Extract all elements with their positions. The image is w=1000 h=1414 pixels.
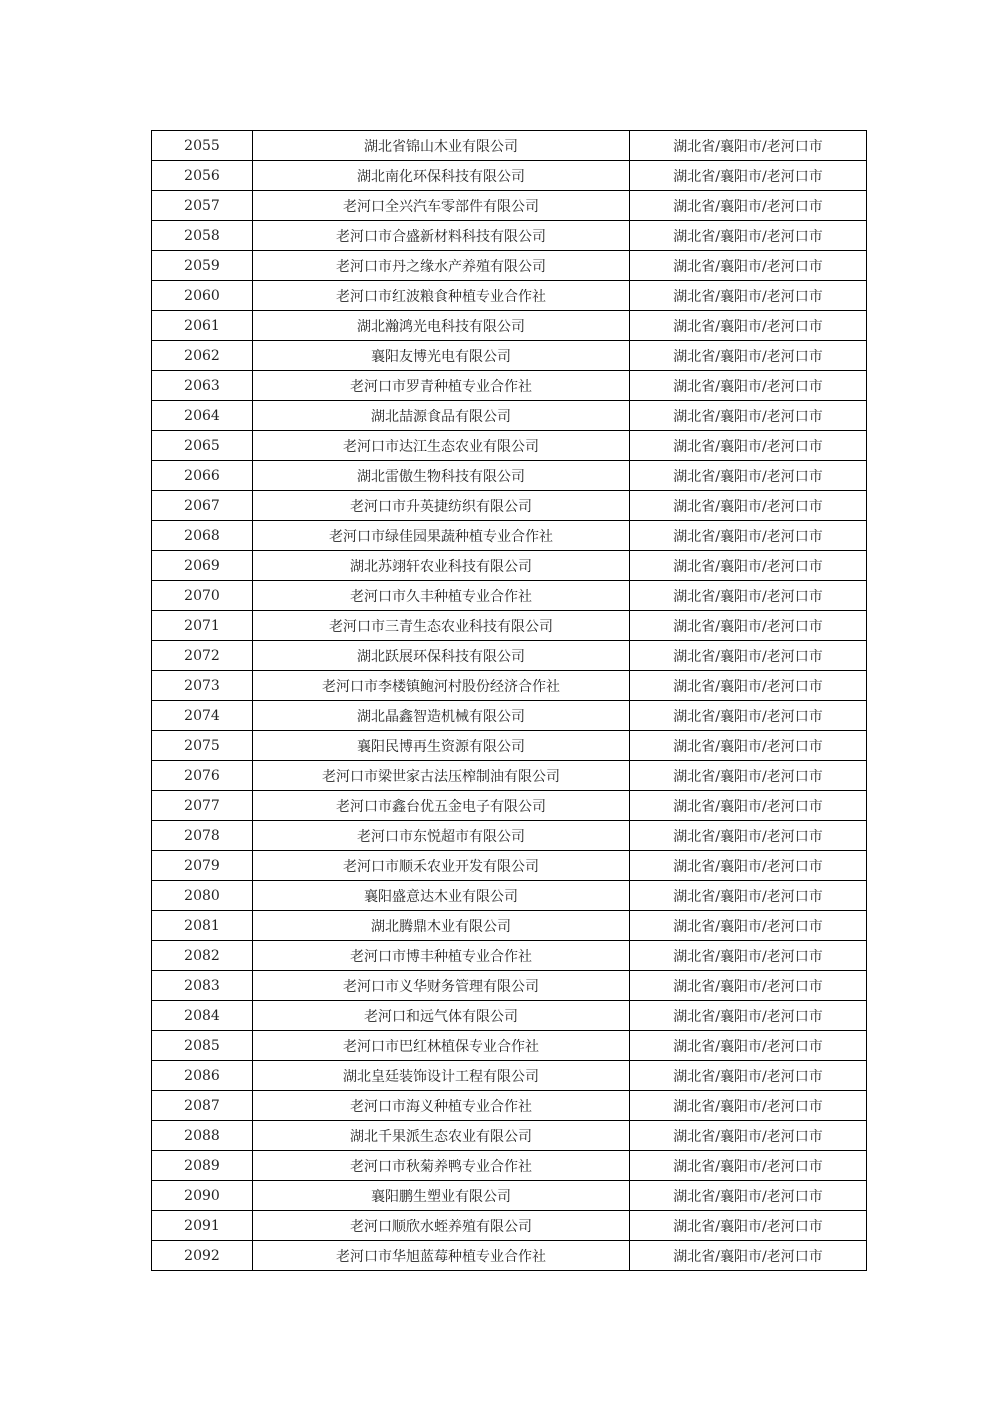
company-name-cell: 老河口全兴汽车零部件有限公司: [253, 191, 630, 221]
region-cell: 湖北省/襄阳市/老河口市: [630, 611, 867, 641]
row-number-cell: 2080: [152, 881, 253, 911]
table-row: [152, 311, 867, 341]
region-cell: 湖北省/襄阳市/老河口市: [630, 671, 867, 701]
company-name-cell: 湖北腾鼎木业有限公司: [253, 911, 630, 941]
region-cell: 湖北省/襄阳市/老河口市: [630, 131, 867, 161]
table-row: [152, 1031, 867, 1061]
region-cell: 湖北省/襄阳市/老河口市: [630, 581, 867, 611]
table-row: [152, 1241, 867, 1271]
row-number-cell: 2076: [152, 761, 253, 791]
row-number-cell: 2055: [152, 131, 253, 161]
row-number-cell: 2082: [152, 941, 253, 971]
region-cell: 湖北省/襄阳市/老河口市: [630, 431, 867, 461]
table-row: [152, 131, 867, 161]
region-cell: 湖北省/襄阳市/老河口市: [630, 161, 867, 191]
company-name-cell: 老河口市红波粮食种植专业合作社: [253, 281, 630, 311]
region-cell: 湖北省/襄阳市/老河口市: [630, 1031, 867, 1061]
table-row: [152, 401, 867, 431]
row-number-cell: 2077: [152, 791, 253, 821]
table-row: [152, 1061, 867, 1091]
table-row: [152, 281, 867, 311]
company-name-cell: 湖北瀚鸿光电科技有限公司: [253, 311, 630, 341]
row-number-cell: 2065: [152, 431, 253, 461]
company-name-cell: 襄阳民博再生资源有限公司: [253, 731, 630, 761]
region-cell: 湖北省/襄阳市/老河口市: [630, 551, 867, 581]
region-cell: 湖北省/襄阳市/老河口市: [630, 521, 867, 551]
region-cell: 湖北省/襄阳市/老河口市: [630, 941, 867, 971]
table-row: [152, 1211, 867, 1241]
table-body: [152, 131, 867, 1271]
table-row: [152, 971, 867, 1001]
row-number-cell: 2074: [152, 701, 253, 731]
region-cell: 湖北省/襄阳市/老河口市: [630, 1061, 867, 1091]
table-row: [152, 641, 867, 671]
row-number-cell: 2059: [152, 251, 253, 281]
region-cell: 湖北省/襄阳市/老河口市: [630, 1181, 867, 1211]
row-number-cell: 2075: [152, 731, 253, 761]
row-number-cell: 2085: [152, 1031, 253, 1061]
region-cell: 湖北省/襄阳市/老河口市: [630, 401, 867, 431]
row-number-cell: 2066: [152, 461, 253, 491]
company-name-cell: 湖北雷傲生物科技有限公司: [253, 461, 630, 491]
region-cell: 湖北省/襄阳市/老河口市: [630, 1121, 867, 1151]
company-name-cell: 老河口市华旭蓝莓种植专业合作社: [253, 1241, 630, 1271]
company-name-cell: 湖北跃展环保科技有限公司: [253, 641, 630, 671]
table-row: [152, 461, 867, 491]
table-row: [152, 221, 867, 251]
region-cell: 湖北省/襄阳市/老河口市: [630, 1001, 867, 1031]
company-name-cell: 老河口市升英捷纺织有限公司: [253, 491, 630, 521]
region-cell: 湖北省/襄阳市/老河口市: [630, 1151, 867, 1181]
table-row: [152, 911, 867, 941]
table-row: [152, 581, 867, 611]
company-name-cell: 湖北晶鑫智造机械有限公司: [253, 701, 630, 731]
row-number-cell: 2086: [152, 1061, 253, 1091]
region-cell: 湖北省/襄阳市/老河口市: [630, 641, 867, 671]
row-number-cell: 2072: [152, 641, 253, 671]
company-name-cell: 湖北千果派生态农业有限公司: [253, 1121, 630, 1151]
table-row: [152, 851, 867, 881]
table-row: [152, 491, 867, 521]
region-cell: 湖北省/襄阳市/老河口市: [630, 1211, 867, 1241]
row-number-cell: 2071: [152, 611, 253, 641]
table-row: [152, 611, 867, 641]
company-list-table: [151, 130, 867, 1271]
table-row: [152, 191, 867, 221]
table-row: [152, 1121, 867, 1151]
row-number-cell: 2070: [152, 581, 253, 611]
region-cell: 湖北省/襄阳市/老河口市: [630, 371, 867, 401]
company-name-cell: 老河口市博丰种植专业合作社: [253, 941, 630, 971]
company-name-cell: 湖北南化环保科技有限公司: [253, 161, 630, 191]
company-name-cell: 老河口市丹之缘水产养殖有限公司: [253, 251, 630, 281]
table-row: [152, 671, 867, 701]
region-cell: 湖北省/襄阳市/老河口市: [630, 881, 867, 911]
row-number-cell: 2058: [152, 221, 253, 251]
row-number-cell: 2069: [152, 551, 253, 581]
region-cell: 湖北省/襄阳市/老河口市: [630, 281, 867, 311]
table-row: [152, 521, 867, 551]
company-name-cell: 老河口市达江生态农业有限公司: [253, 431, 630, 461]
region-cell: 湖北省/襄阳市/老河口市: [630, 251, 867, 281]
row-number-cell: 2063: [152, 371, 253, 401]
row-number-cell: 2083: [152, 971, 253, 1001]
table-row: [152, 1151, 867, 1181]
company-name-cell: 老河口市义华财务管理有限公司: [253, 971, 630, 1001]
table-row: [152, 731, 867, 761]
company-name-cell: 老河口市罗青种植专业合作社: [253, 371, 630, 401]
company-name-cell: 老河口市三青生态农业科技有限公司: [253, 611, 630, 641]
row-number-cell: 2081: [152, 911, 253, 941]
region-cell: 湖北省/襄阳市/老河口市: [630, 791, 867, 821]
row-number-cell: 2089: [152, 1151, 253, 1181]
region-cell: 湖北省/襄阳市/老河口市: [630, 491, 867, 521]
table-row: [152, 341, 867, 371]
region-cell: 湖北省/襄阳市/老河口市: [630, 971, 867, 1001]
table-row: [152, 761, 867, 791]
table-row: [152, 821, 867, 851]
table-row: [152, 881, 867, 911]
table-row: [152, 941, 867, 971]
company-name-cell: 老河口市绿佳园果蔬种植专业合作社: [253, 521, 630, 551]
region-cell: 湖北省/襄阳市/老河口市: [630, 311, 867, 341]
company-name-cell: 老河口市东悦超市有限公司: [253, 821, 630, 851]
table-row: [152, 1091, 867, 1121]
table-row: [152, 1001, 867, 1031]
table-row: [152, 551, 867, 581]
table-row: [152, 251, 867, 281]
row-number-cell: 2061: [152, 311, 253, 341]
table-row: [152, 1181, 867, 1211]
company-name-cell: 襄阳鹏生塑业有限公司: [253, 1181, 630, 1211]
company-name-cell: 老河口市秋菊养鸭专业合作社: [253, 1151, 630, 1181]
company-name-cell: 老河口市久丰种植专业合作社: [253, 581, 630, 611]
region-cell: 湖北省/襄阳市/老河口市: [630, 701, 867, 731]
region-cell: 湖北省/襄阳市/老河口市: [630, 191, 867, 221]
region-cell: 湖北省/襄阳市/老河口市: [630, 821, 867, 851]
row-number-cell: 2090: [152, 1181, 253, 1211]
company-name-cell: 老河口市鑫台优五金电子有限公司: [253, 791, 630, 821]
region-cell: 湖北省/襄阳市/老河口市: [630, 911, 867, 941]
row-number-cell: 2084: [152, 1001, 253, 1031]
region-cell: 湖北省/襄阳市/老河口市: [630, 341, 867, 371]
company-name-cell: 襄阳友博光电有限公司: [253, 341, 630, 371]
region-cell: 湖北省/襄阳市/老河口市: [630, 761, 867, 791]
company-name-cell: 老河口市合盛新材料科技有限公司: [253, 221, 630, 251]
company-name-cell: 老河口顺欣水蛭养殖有限公司: [253, 1211, 630, 1241]
row-number-cell: 2078: [152, 821, 253, 851]
region-cell: 湖北省/襄阳市/老河口市: [630, 1091, 867, 1121]
row-number-cell: 2073: [152, 671, 253, 701]
row-number-cell: 2092: [152, 1241, 253, 1271]
row-number-cell: 2062: [152, 341, 253, 371]
region-cell: 湖北省/襄阳市/老河口市: [630, 221, 867, 251]
row-number-cell: 2087: [152, 1091, 253, 1121]
table-row: [152, 371, 867, 401]
row-number-cell: 2079: [152, 851, 253, 881]
company-name-cell: 湖北皇廷装饰设计工程有限公司: [253, 1061, 630, 1091]
company-name-cell: 湖北喆源食品有限公司: [253, 401, 630, 431]
row-number-cell: 2067: [152, 491, 253, 521]
table-row: [152, 701, 867, 731]
region-cell: 湖北省/襄阳市/老河口市: [630, 731, 867, 761]
row-number-cell: 2088: [152, 1121, 253, 1151]
row-number-cell: 2068: [152, 521, 253, 551]
row-number-cell: 2056: [152, 161, 253, 191]
company-name-cell: 老河口和远气体有限公司: [253, 1001, 630, 1031]
company-name-cell: 老河口市巴红林植保专业合作社: [253, 1031, 630, 1061]
row-number-cell: 2091: [152, 1211, 253, 1241]
company-name-cell: 老河口市顺禾农业开发有限公司: [253, 851, 630, 881]
region-cell: 湖北省/襄阳市/老河口市: [630, 1241, 867, 1271]
row-number-cell: 2060: [152, 281, 253, 311]
company-name-cell: 老河口市海义种植专业合作社: [253, 1091, 630, 1121]
table-row: [152, 431, 867, 461]
region-cell: 湖北省/襄阳市/老河口市: [630, 461, 867, 491]
company-name-cell: 老河口市梁世家古法压榨制油有限公司: [253, 761, 630, 791]
company-name-cell: 襄阳盛意达木业有限公司: [253, 881, 630, 911]
company-name-cell: 老河口市李楼镇鲍河村股份经济合作社: [253, 671, 630, 701]
company-name-cell: 湖北苏翊轩农业科技有限公司: [253, 551, 630, 581]
row-number-cell: 2057: [152, 191, 253, 221]
company-name-cell: 湖北省锦山木业有限公司: [253, 131, 630, 161]
table-row: [152, 791, 867, 821]
region-cell: 湖北省/襄阳市/老河口市: [630, 851, 867, 881]
table-row: [152, 161, 867, 191]
row-number-cell: 2064: [152, 401, 253, 431]
